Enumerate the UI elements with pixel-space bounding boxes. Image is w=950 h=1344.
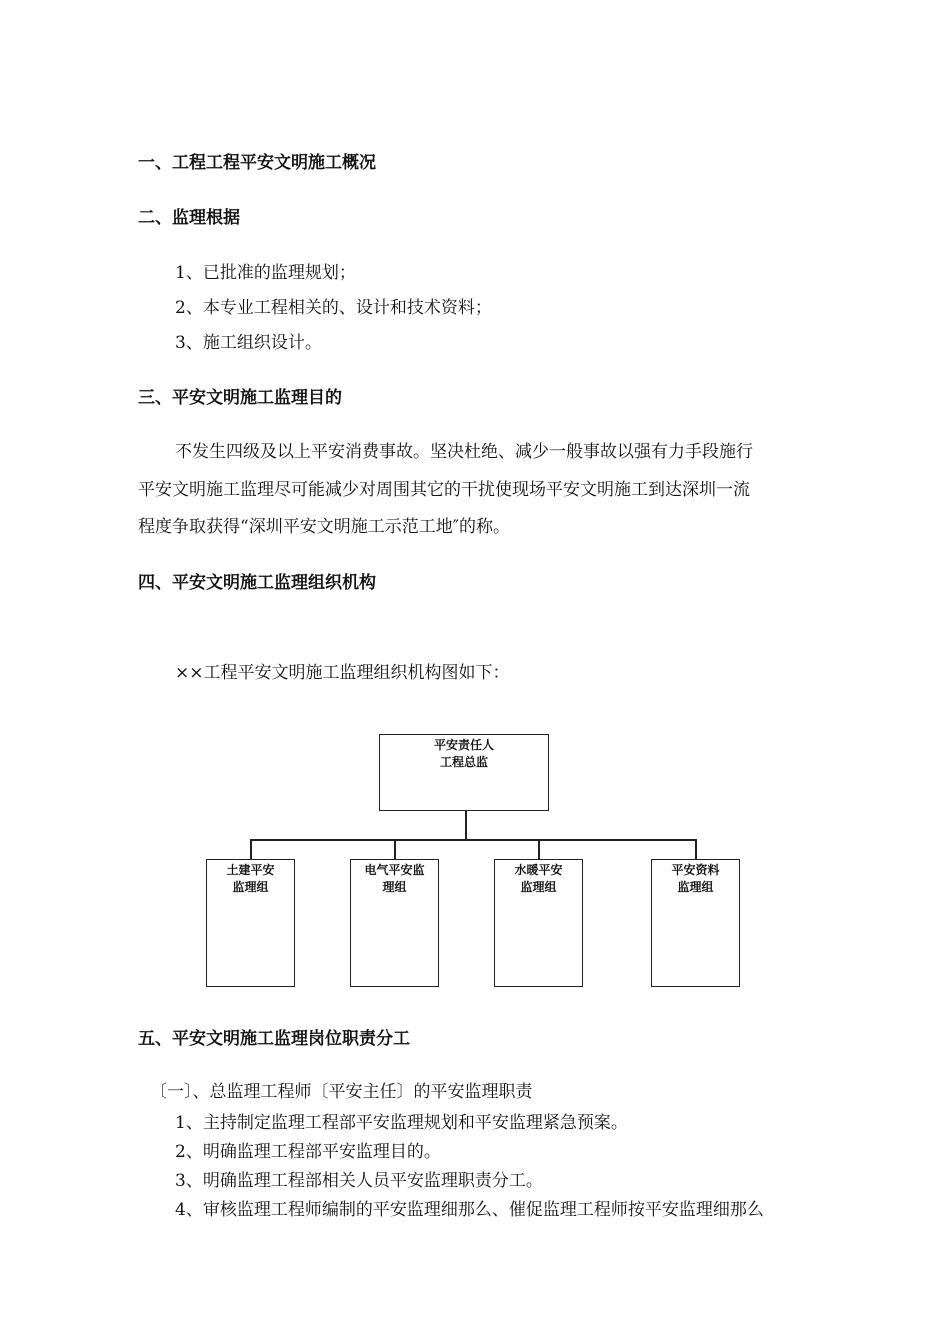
section-heading-organization: 四、平安文明施工监理组织机构 [138,573,376,593]
org-group-line2: 监理组 [520,880,557,894]
section-heading-basis: 二、监理根据 [138,208,240,228]
list-item: 2、本专业工程相关的、设计和技术资料； [175,298,492,318]
list-item: 1、已批准的监理规划； [175,263,356,283]
org-group-line1: 土建平安 [226,863,275,877]
org-group-line2: 理组 [382,880,407,894]
section-heading-duties: 五、平安文明施工监理岗位职责分工 [138,1029,410,1049]
org-intro: ××工程平安文明施工监理组织机构图如下： [175,663,510,683]
connector-drop [250,839,252,859]
org-group-box [494,859,583,987]
org-group-line2: 监理组 [232,880,269,894]
org-group-line2: 监理组 [677,880,714,894]
org-group-line1: 水暖平安 [514,863,563,877]
org-top-line2: 工程总监 [439,755,488,769]
connector-drop [394,839,396,859]
section-heading-overview: 一、工程工程平安文明施工概况 [138,153,376,173]
sub-heading: 〔一〕、总监理工程师〔平安主任〕的平安监理职责 [150,1082,533,1102]
list-item: 4、审核监理工程师编制的平安监理细那么、催促监理工程师按平安监理细那么 [175,1200,764,1220]
paragraph-line: 平安文明施工监理尽可能减少对周围其它的干扰使现场平安文明施工到达深圳一流 [138,480,750,500]
list-item: 3、施工组织设计。 [175,333,322,353]
org-group-line1: 平安资料 [671,863,720,877]
org-group-box [350,859,439,987]
paragraph-line: 程度争取获得“深圳平安文明施工示范工地″的称。 [138,517,511,537]
org-group-line1: 电气平安监 [364,863,425,877]
org-top-box [379,734,549,811]
section-heading-goal: 三、平安文明施工监理目的 [138,388,342,408]
connector-drop [695,839,697,859]
org-group-box [206,859,295,987]
org-top-line1: 平安责任人 [433,738,494,752]
org-group-box [651,859,740,987]
connector-horizontal [250,839,696,841]
list-item: 1、主持制定监理工程部平安监理规划和平安监理紧急预案。 [175,1113,628,1133]
paragraph-line: 不发生四级及以上平安消费事故。坚决杜绝、减少一般事故以强有力手段施行 [175,442,753,462]
connector-drop [538,839,540,859]
connector-vertical [465,811,467,840]
list-item: 2、明确监理工程部平安监理目的。 [175,1142,441,1162]
list-item: 3、明确监理工程部相关人员平安监理职责分工。 [175,1171,543,1191]
